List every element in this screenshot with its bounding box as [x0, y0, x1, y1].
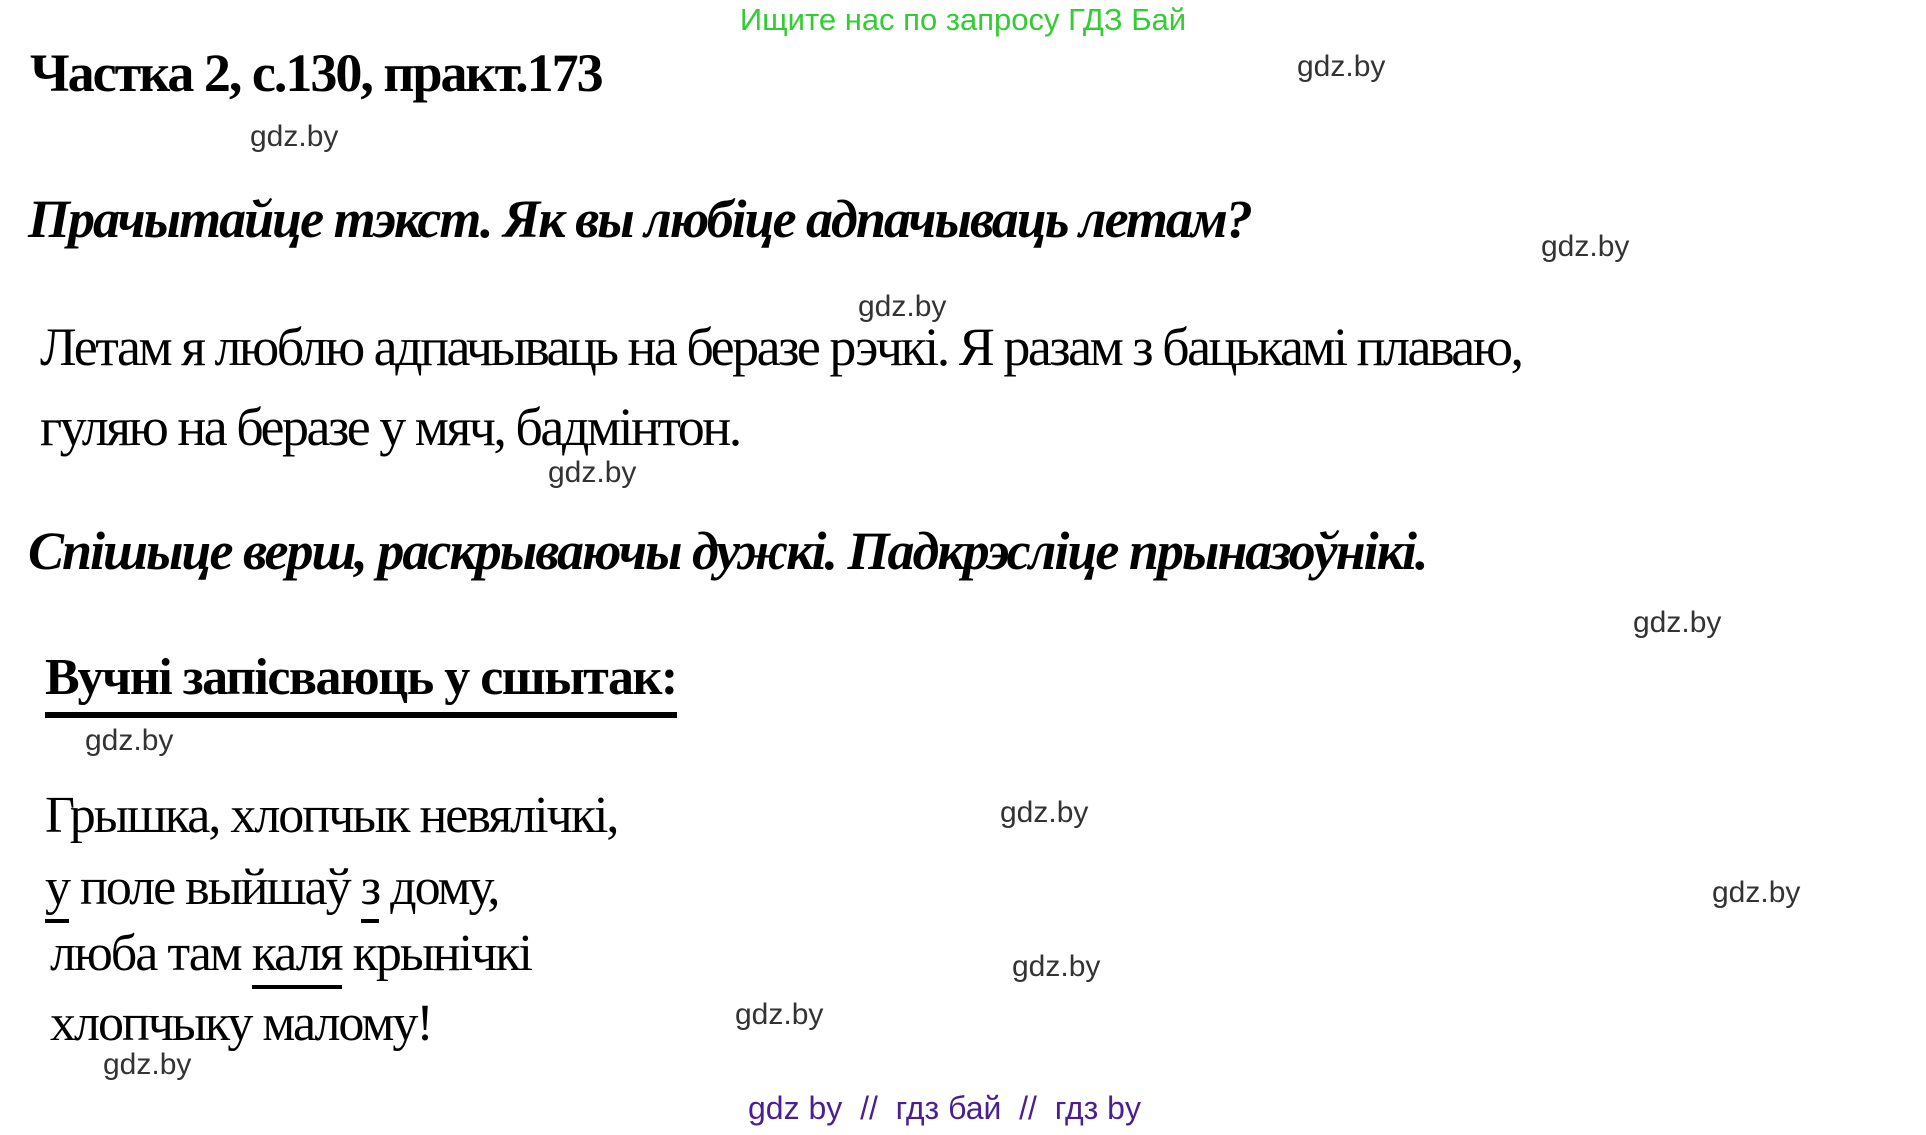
poem-line-1 — [45, 786, 617, 845]
gdz-watermark: gdz.by — [250, 120, 339, 153]
poem-text-segment: люба там — [50, 925, 252, 982]
poem-text-segment: дому, — [379, 859, 499, 916]
gdz-watermark: gdz.by — [1012, 950, 1101, 983]
gdz-watermark: gdz.by — [103, 1048, 192, 1081]
answer-paragraph-line-2: гуляю на беразе у мяч, бадмінтон. — [40, 397, 740, 457]
underlined-preposition: каля — [252, 925, 342, 989]
poem-text-segment: Грышка, хлопчык невялічкі, — [45, 787, 618, 844]
gdz-watermark: gdz.by — [858, 290, 947, 323]
poem-line-2 — [45, 858, 498, 917]
gdz-watermark: gdz.by — [1541, 230, 1630, 263]
poem-text-segment: поле выйшаў — [69, 859, 361, 916]
gdz-watermark: gdz.by — [1000, 796, 1089, 829]
gdz-watermark: gdz.by — [1712, 876, 1801, 909]
task1-instruction: Прачытайце тэкст. Як вы любіце адпачываць летам? — [28, 189, 1251, 249]
poem-line-4 — [50, 994, 432, 1053]
promo-top-green-text: Ищите нас по запросу ГДЗ Бай — [739, 2, 1187, 37]
underlined-preposition: у — [45, 859, 69, 923]
poem-text-segment: хлопчыку малому! — [50, 995, 432, 1052]
gdz-watermark: gdz.by — [1297, 50, 1386, 83]
notebook-subheading-wrap — [45, 648, 677, 718]
gdz-watermark: gdz.by — [735, 998, 824, 1031]
gdz-watermark: gdz.by — [85, 724, 174, 757]
poem-line-3 — [50, 924, 531, 983]
underlined-preposition: з — [361, 859, 380, 923]
gdz-watermark: gdz.by — [1633, 606, 1722, 639]
promo-bottom-purple-text: gdz by // гдз бай // гдз by — [748, 1090, 1141, 1126]
gdz-watermark: gdz.by — [548, 456, 637, 489]
task2-instruction: Спішыце верш, раскрываючы дужкі. Падкрэсліце прыназоўнікі. — [28, 521, 1427, 581]
answer-paragraph-line-1: Летам я люблю адпачываць на беразе рэчкі. Я разам з бацькамі плаваю, — [40, 317, 1522, 377]
notebook-subheading: Вучні запісваюць у сшытак: — [45, 648, 677, 718]
page-title: Частка 2, с.130, практ.173 — [30, 43, 602, 103]
poem-text-segment: крынічкі — [341, 925, 531, 982]
